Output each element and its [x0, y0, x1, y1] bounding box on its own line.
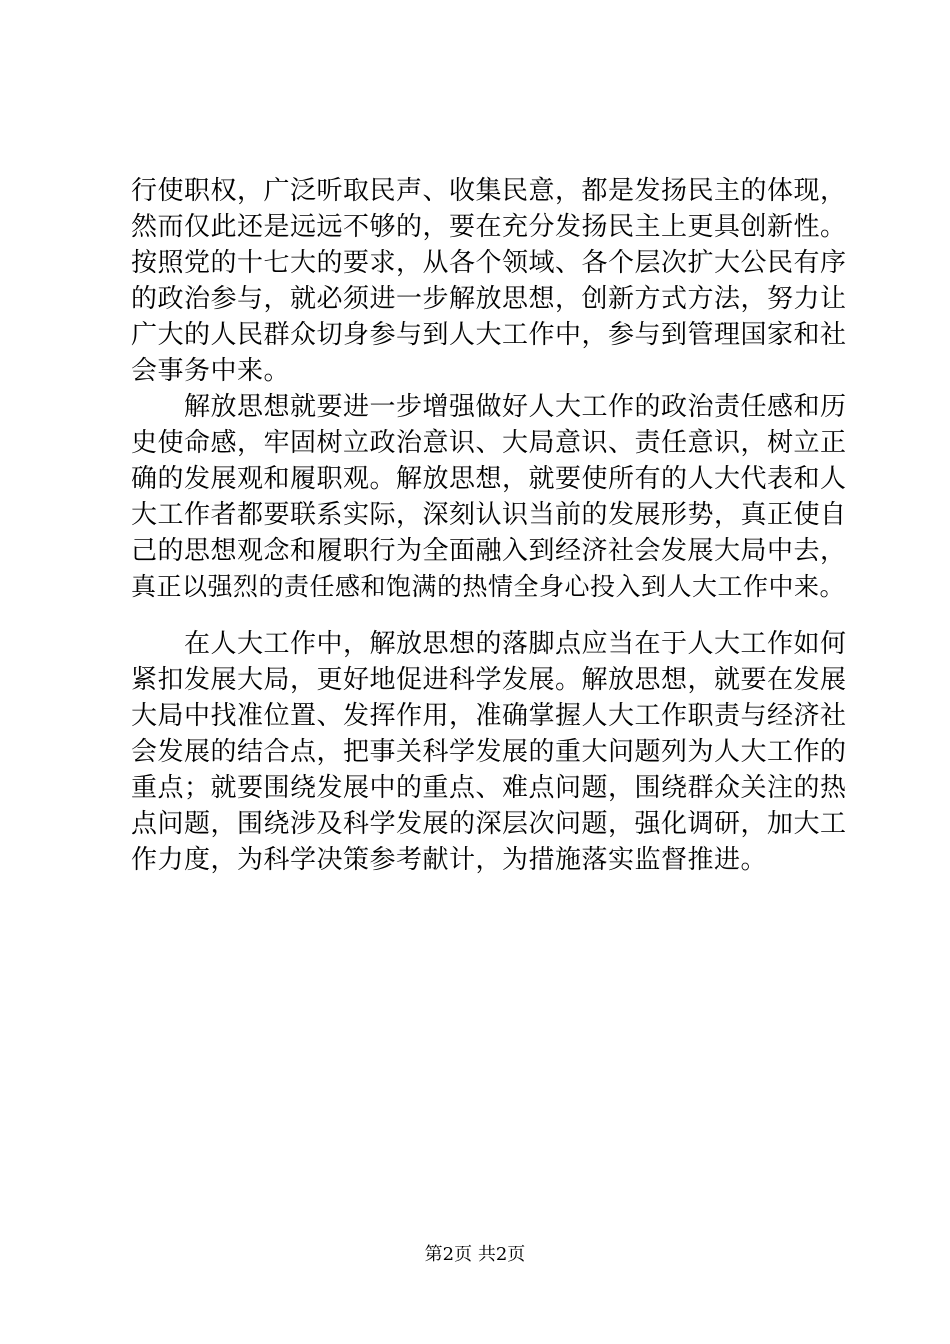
text-line: 己的思想观念和履职行为全面融入到经济社会发展大局中去，	[131, 536, 847, 566]
text-line: 按照党的十七大的要求，从各个领域、各个层次扩大公民有序	[131, 248, 847, 278]
text-line: 在人大工作中，解放思想的落脚点应当在于人大工作如何	[131, 629, 847, 659]
text-line: 点问题，围绕涉及科学发展的深层次问题，强化调研，加大工	[131, 809, 847, 839]
text-line: 会事务中来。	[131, 356, 291, 386]
text-line: 作力度，为科学决策参考献计，为措施落实监督推进。	[131, 845, 768, 875]
text-line: 大工作者都要联系实际，深刻认识当前的发展形势，真正使自	[131, 500, 847, 530]
text-line: 然而仅此还是远远不够的，要在充分发扬民主上更具创新性。	[131, 212, 847, 242]
text-line: 紧扣发展大局，更好地促进科学发展。解放思想，就要在发展	[131, 665, 847, 695]
text-line: 广大的人民群众切身参与到人大工作中，参与到管理国家和社	[131, 320, 847, 350]
text-line: 史使命感，牢固树立政治意识、大局意识、责任意识，树立正	[131, 428, 847, 458]
text-line: 的政治参与，就必须进一步解放思想，创新方式方法，努力让	[131, 284, 847, 314]
text-line: 真正以强烈的责任感和饱满的热情全身心投入到人大工作中来。	[131, 572, 846, 601]
page-number-footer: 第2页 共2页	[424, 1244, 526, 1265]
text-line: 解放思想就要进一步增强做好人大工作的政治责任感和历	[131, 392, 847, 422]
text-line: 会发展的结合点，把事关科学发展的重大问题列为人大工作的	[131, 737, 847, 767]
text-line: 确的发展观和履职观。解放思想，就要使所有的人大代表和人	[131, 464, 847, 494]
text-line: 重点；就要围绕发展中的重点、难点问题，围绕群众关注的热	[131, 773, 847, 803]
text-line: 大局中找准位置、发挥作用，准确掌握人大工作职责与经济社	[131, 701, 847, 731]
text-line: 行使职权，广泛听取民声、收集民意，都是发扬民主的体现，	[131, 176, 847, 206]
